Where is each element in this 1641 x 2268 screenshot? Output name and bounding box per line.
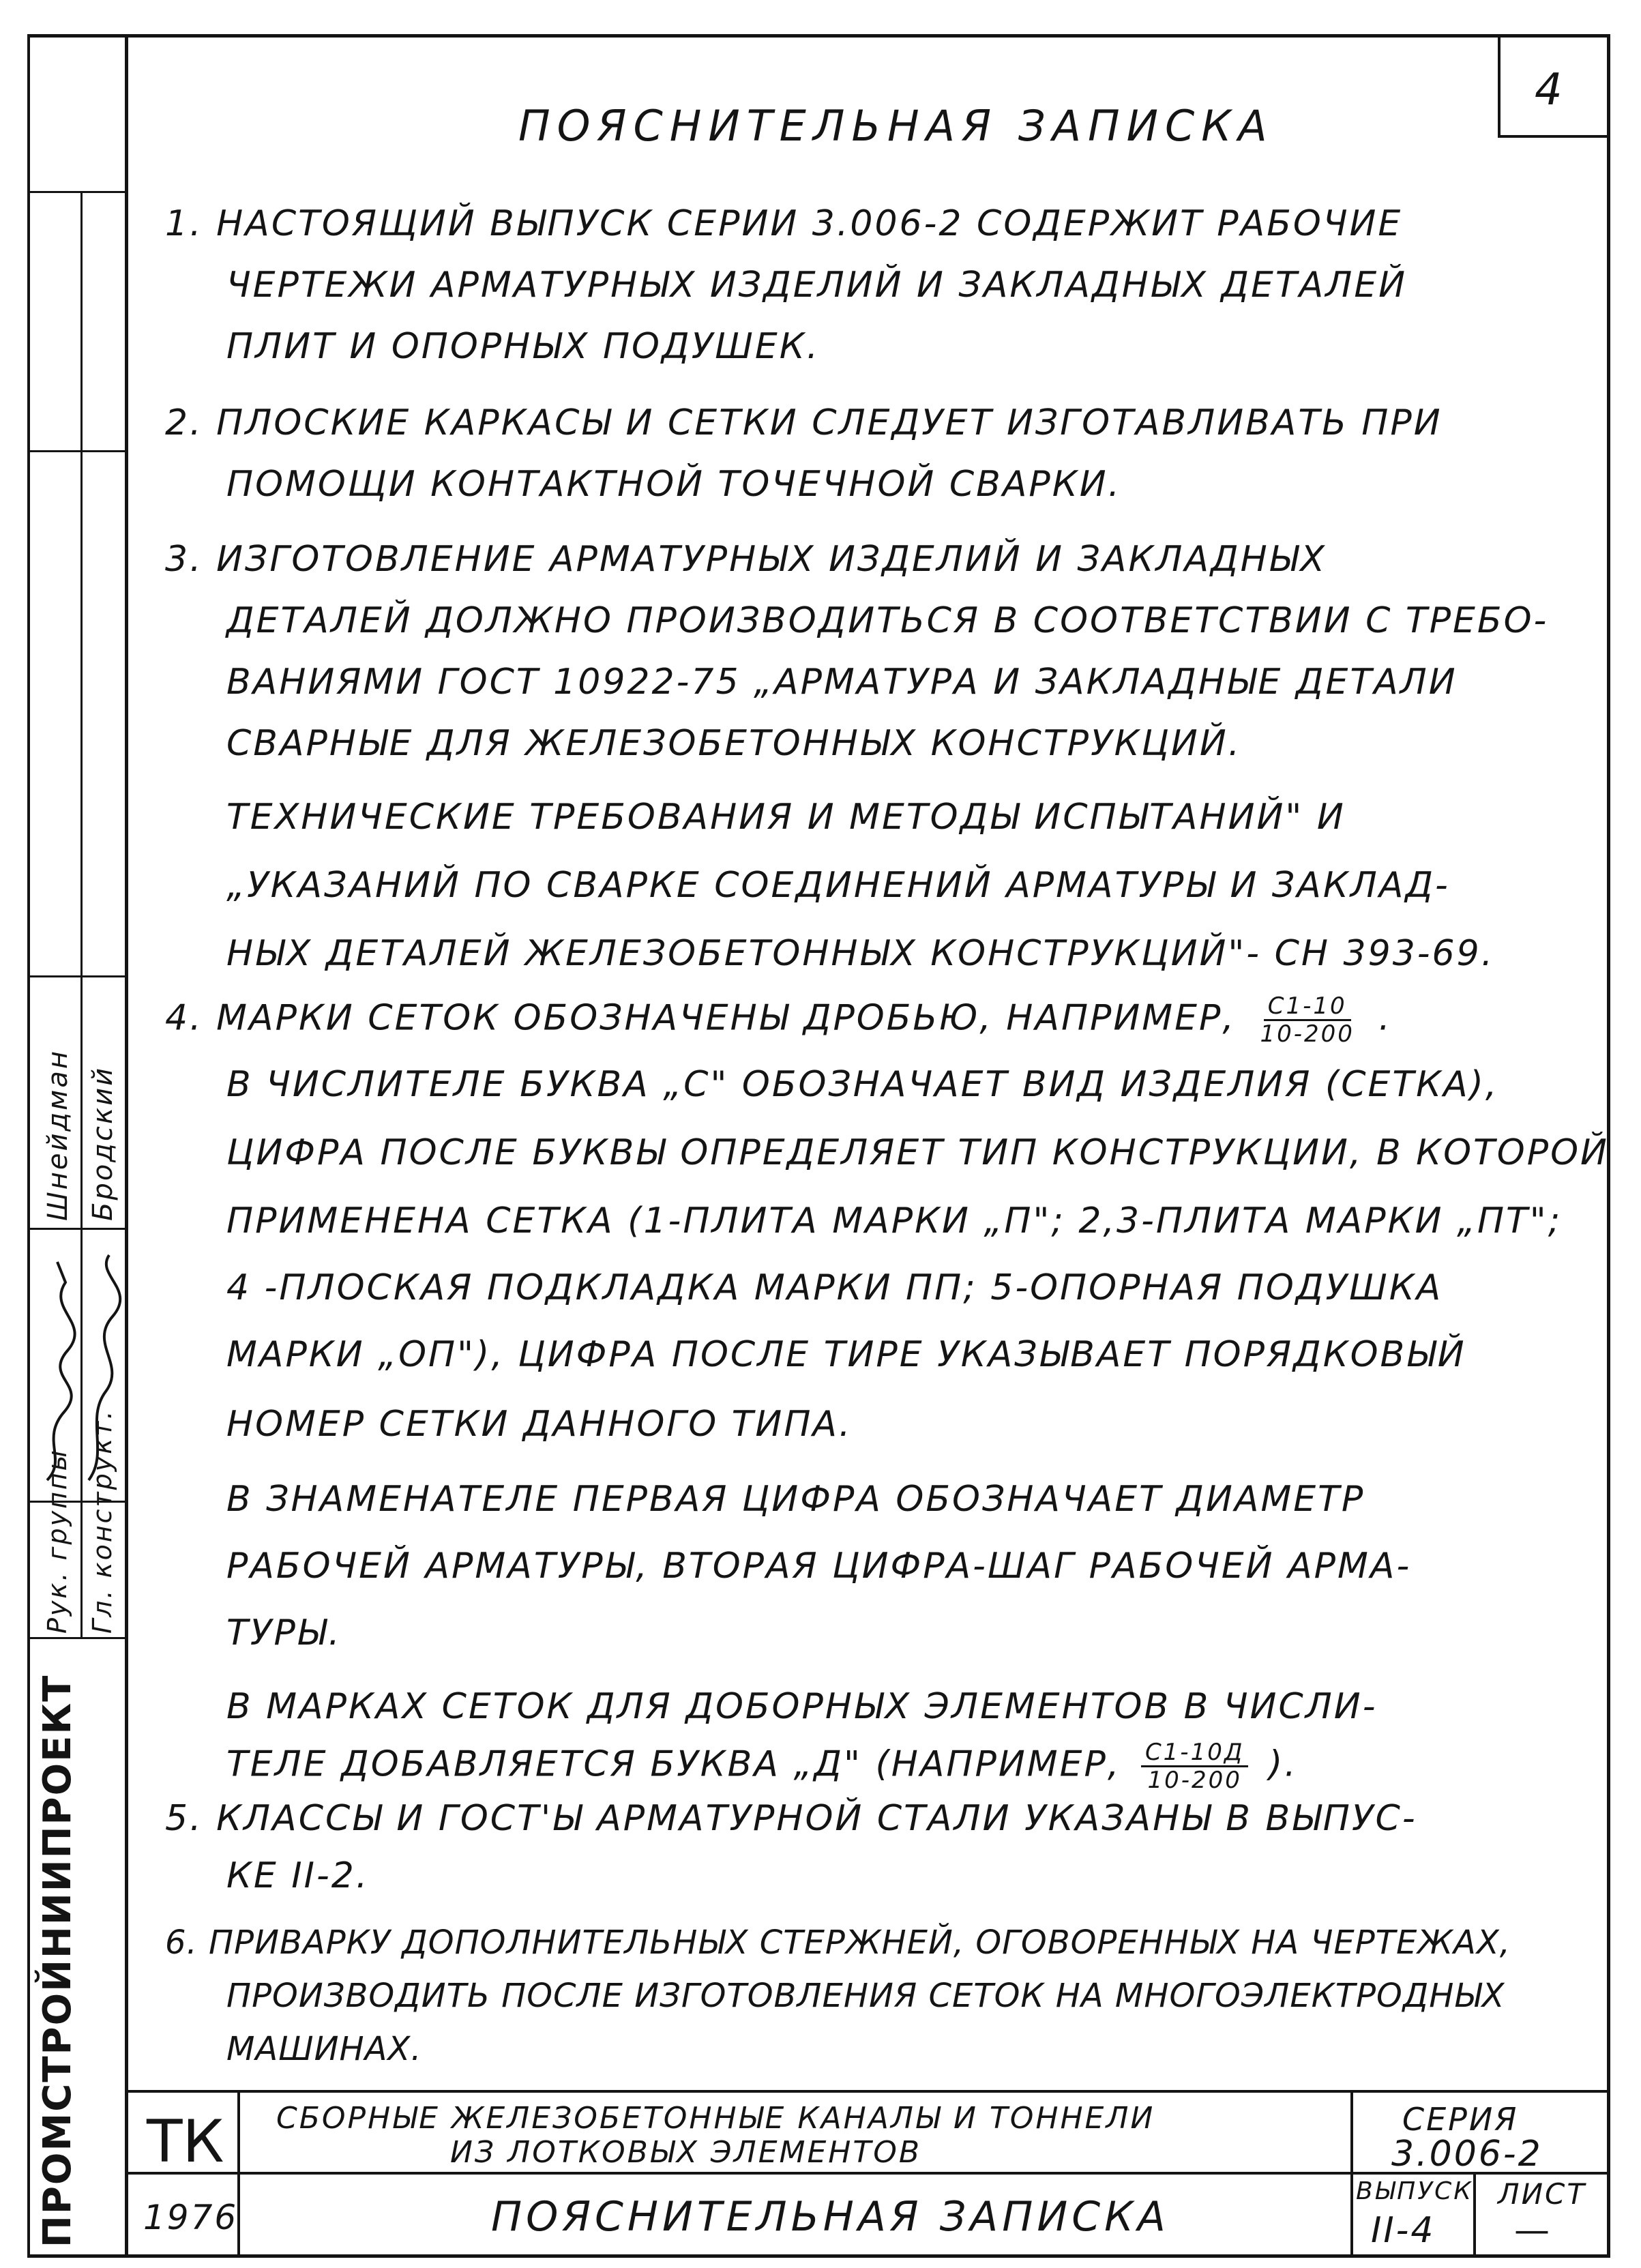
title-block-year: 1976 (143, 2198, 239, 2237)
item4-prefix: 4. МАРКИ СЕТОК ОБОЗНАЧЕНЫ ДРОБЬЮ, НАПРИМЕР, (165, 997, 1236, 1039)
title-block-v2 (1350, 2090, 1353, 2258)
text-line-4c: ЦИФРА ПОСЛЕ БУКВЫ ОПРЕДЕЛЯЕТ ТИП КОНСТРУКЦИИ, В КОТОРОЙ (226, 1132, 1609, 1173)
text-line-6: 3. ИЗГОТОВЛЕНИЕ АРМАТУРНЫХ ИЗДЕЛИЙ И ЗАКЛАДНЫХ (165, 539, 1327, 580)
stamp-role-group: Рук. группы (42, 1448, 72, 1634)
page-number-box-left (1498, 34, 1500, 136)
title-block-description-1: СБОРНЫЕ ЖЕЛЕЗОБЕТОННЫЕ КАНАЛЫ И ТОННЕЛИ (276, 2101, 1155, 2136)
text-line-4b: В ЧИСЛИТЕЛЕ БУКВА „С" ОБОЗНАЧАЕТ ВИД ИЗДЕЛИЯ (СЕТКА), (226, 1064, 1499, 1105)
text-line-2: ЧЕРТЕЖИ АРМАТУРНЫХ ИЗДЕЛИЙ И ЗАКЛАДНЫХ ДЕТАЛЕЙ (226, 265, 1408, 306)
title-block-mid (125, 2172, 1610, 2175)
frame-top-border (27, 34, 1610, 38)
title-block-code: ТК (147, 2108, 224, 2176)
stamp-name-shneidman: Шнейдман (42, 1048, 74, 1221)
text-line-4h: В ЗНАМЕНАТЕЛЕ ПЕРВАЯ ЦИФРА ОБОЗНАЧАЕТ ДИАМЕТР (226, 1479, 1365, 1520)
stamp-hline-2 (30, 975, 125, 977)
text-line-4e: 4 -ПЛОСКАЯ ПОДКЛАДКА МАРКИ ПП; 5-ОПОРНАЯ ПОДУШКА (226, 1267, 1443, 1308)
frame-bottom-border (27, 2254, 1610, 2258)
item4-suffix: . (1378, 997, 1392, 1039)
text-line-7: ДЕТАЛЕЙ ДОЛЖНО ПРОИЗВОДИТЬСЯ В СООТВЕТСТВИИ С ТРЕБО- (226, 600, 1549, 641)
text-line-item4 (165, 993, 1392, 1047)
text-line-10: ТЕХНИЧЕСКИЕ ТРЕБОВАНИЯ И МЕТОДЫ ИСПЫТАНИЙ" И (226, 797, 1346, 838)
signature-2 (37, 1248, 78, 1494)
signature-1 (82, 1248, 123, 1494)
text-line-4: 2. ПЛОСКИЕ КАРКАСЫ И СЕТКИ СЛЕДУЕТ ИЗГОТАВЛИВАТЬ ПРИ (165, 402, 1443, 443)
text-line-4j: ТУРЫ. (226, 1612, 342, 1653)
text-line-4d: ПРИМЕНЕНА СЕТКА (1-ПЛИТА МАРКИ „П"; 2,3-ПЛИТА МАРКИ „ПТ"; (226, 1201, 1563, 1241)
text-line-4g: НОМЕР СЕТКИ ДАННОГО ТИПА. (226, 1404, 853, 1445)
title-block-series-value: 3.006-2 (1391, 2134, 1543, 2175)
title-block-v3 (1473, 2172, 1476, 2258)
text-line-4f: МАРКИ „ОП"), ЦИФРА ПОСЛЕ ТИРЕ УКАЗЫВАЕТ ПОРЯДКОВЫЙ (226, 1334, 1466, 1375)
title-block-top (125, 2090, 1610, 2093)
item4-last-suffix: ). (1268, 1743, 1298, 1785)
text-line-6b: ПРОИЗВОДИТЬ ПОСЛЕ ИЗГОТОВЛЕНИЯ СЕТОК НА МНОГОЭЛЕКТРОДНЫХ (226, 1977, 1505, 2015)
stamp-name-brodsky: Бродский (87, 1065, 119, 1221)
stamp-role-chief: Гл. конструкт. (87, 1409, 117, 1634)
stamp-hline-5 (30, 1637, 125, 1639)
page-title: ПОЯСНИТЕЛЬНАЯ ЗАПИСКА (518, 101, 1274, 151)
text-line-5: ПОМОЩИ КОНТАКТНОЙ ТОЧЕЧНОЙ СВАРКИ. (226, 464, 1122, 505)
item4-last-prefix: ТЕЛЕ ДОБАВЛЯЕТСЯ БУКВА „Д" (НАПРИМЕР, (226, 1743, 1121, 1785)
stamp-hline-top (30, 191, 125, 193)
title-block-sheet-label: ЛИСТ (1498, 2177, 1586, 2211)
text-line-5a: 5. КЛАССЫ И ГОСТ'Ы АРМАТУРНОЙ СТАЛИ УКАЗАНЫ В ВЫПУС- (165, 1798, 1417, 1839)
title-block-doc-title: ПОЯСНИТЕЛЬНАЯ ЗАПИСКА (491, 2193, 1170, 2241)
grid-mark-fraction-2 (1141, 1739, 1248, 1793)
text-line-1: 1. НАСТОЯЩИЙ ВЫПУСК СЕРИИ 3.006-2 СОДЕРЖИТ РАБОЧИЕ (165, 203, 1403, 244)
text-line-4i: РАБОЧЕЙ АРМАТУРЫ, ВТОРАЯ ЦИФРА-ШАГ РАБОЧЕЙ АРМА- (226, 1546, 1412, 1587)
title-block-sheet-value: — (1514, 2210, 1552, 2251)
text-line-4l (226, 1739, 1298, 1793)
text-line-5b: КЕ II-2. (226, 1855, 370, 1896)
text-line-12: НЫХ ДЕТАЛЕЙ ЖЕЛЕЗОБЕТОННЫХ КОНСТРУКЦИЙ"- СН 393-69. (226, 933, 1495, 974)
frame-outer-left (27, 34, 30, 2258)
fraction-numerator: С1-10 (1264, 993, 1351, 1021)
text-line-9: СВАРНЫЕ ДЛЯ ЖЕЛЕЗОБЕТОННЫХ КОНСТРУКЦИЙ. (226, 723, 1242, 764)
title-block-series-label: СЕРИЯ (1402, 2101, 1519, 2138)
fraction2-numerator: С1-10Д (1141, 1739, 1248, 1767)
title-block-issue-label: ВЫПУСК (1356, 2177, 1473, 2205)
stamp-hline-1 (30, 450, 125, 452)
text-line-11: „УКАЗАНИЙ ПО СВАРКЕ СОЕДИНЕНИЙ АРМАТУРЫ И ЗАКЛАД- (226, 865, 1450, 906)
text-line-3: ПЛИТ И ОПОРНЫХ ПОДУШЕК. (226, 326, 820, 367)
page-number: 4 (1535, 65, 1565, 115)
title-block-description-2: ИЗ ЛОТКОВЫХ ЭЛЕМЕНТОВ (450, 2135, 922, 2170)
stamp-hline-3 (30, 1228, 125, 1230)
title-block-issue-value: II-4 (1371, 2210, 1436, 2251)
page-number-box-bottom (1498, 135, 1610, 138)
grid-mark-fraction (1256, 993, 1358, 1047)
text-line-6a: 6. ПРИВАРКУ ДОПОЛНИТЕЛЬНЫХ СТЕРЖНЕЙ, ОГОВОРЕННЫХ НА ЧЕРТЕЖАХ, (165, 1924, 1511, 1962)
fraction-denominator: 10-200 (1260, 1020, 1355, 1048)
fraction2-denominator: 10-200 (1147, 1767, 1242, 1794)
text-line-6c: МАШИНАХ. (226, 2030, 422, 2068)
text-line-8: ВАНИЯМИ ГОСТ 10922-75 „АРМАТУРА И ЗАКЛАДНЫЕ ДЕТАЛИ (226, 662, 1458, 703)
frame-left-border (125, 34, 128, 2258)
stamp-organization: ПРОМСТРОЙНИИПРОЕКТ (35, 1674, 80, 2248)
text-line-4k: В МАРКАХ СЕТОК ДЛЯ ДОБОРНЫХ ЭЛЕМЕНТОВ В ЧИСЛИ- (226, 1686, 1378, 1727)
